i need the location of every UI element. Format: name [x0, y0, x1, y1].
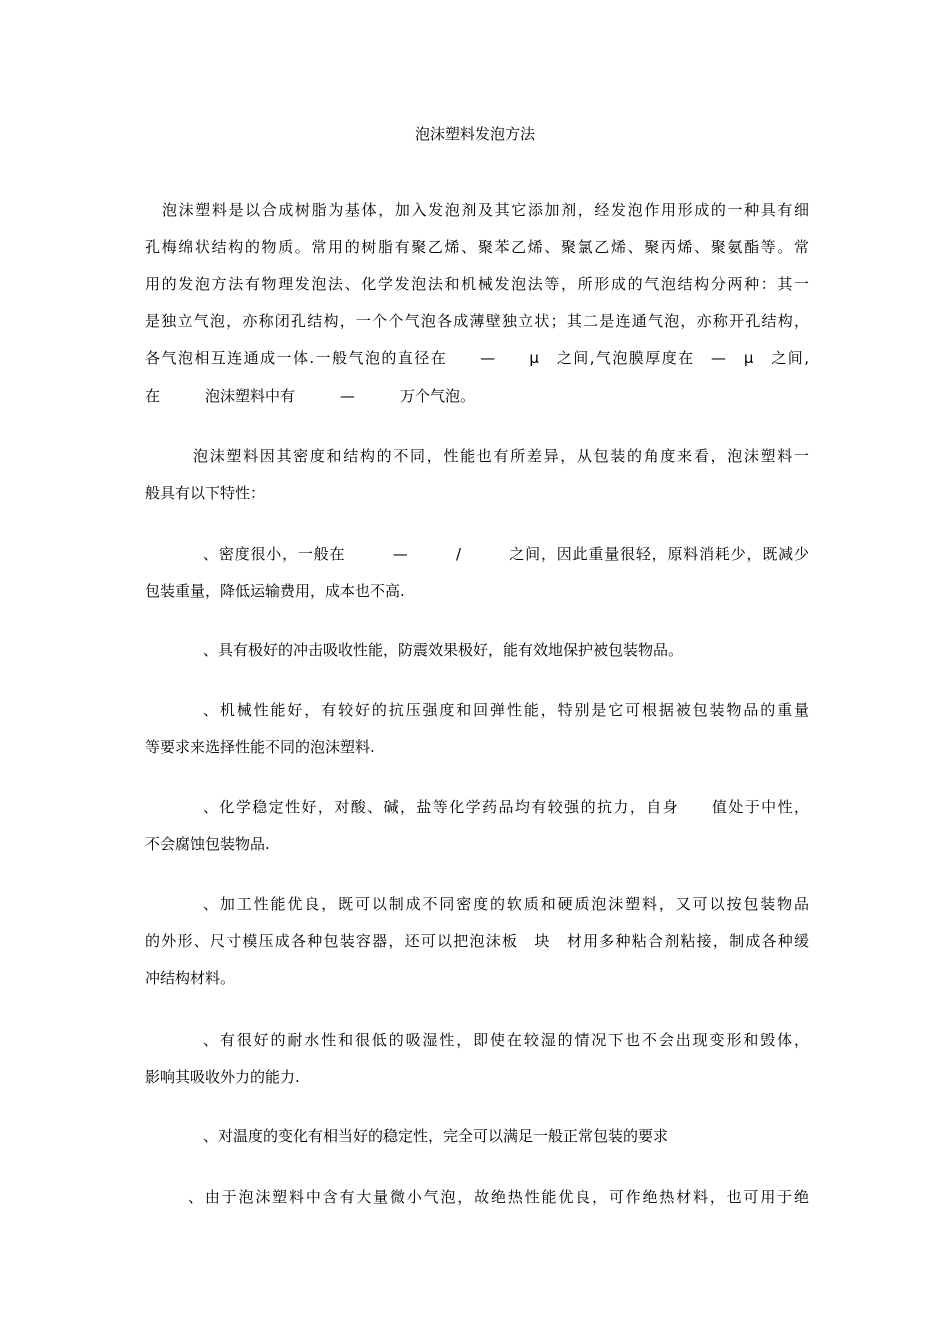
- lead-line-2: 般具有以下特性：: [145, 484, 266, 502]
- intro-line-2: 孔梅绵状结构的物质。常用的树脂有聚乙烯、聚苯乙烯、聚氯乙烯、聚丙烯、聚氨酯等。常: [145, 238, 809, 256]
- intro-line-1: 泡沫塑料是以合成树脂为基体，加入发泡剂及其它添加剂，经发泡作用形成的一种具有细: [162, 201, 809, 219]
- item-3-line-2: 等要求来选择性能不同的泡沫塑料.: [145, 738, 375, 756]
- item-1-line-1: 、密度很小，一般在 — / 之间，因此重量很轻，原料消耗少，既减少: [203, 545, 809, 563]
- item-5-line-3: 冲结构材料。: [145, 969, 236, 987]
- item-6-line-1: 、有很好的耐水性和很低的吸湿性，即使在较湿的情况下也不会出现变形和毁体，: [203, 1031, 809, 1049]
- item-1-line-2: 包装重量，降低运输费用，成本也不高.: [145, 582, 405, 600]
- item-4-line-1: 、化学稳定性好，对酸、碱，盐等化学药品均有较强的抗力，自身 值处于中性，: [203, 798, 809, 816]
- item-5-line-2: 的外形、尺寸模压成各种包装容器，还可以把泡沫板 块 材用多种粘合剂粘接，制成各种缓: [145, 932, 809, 950]
- item-7-line-1: 、对温度的变化有相当好的稳定性，完全可以满足一般正常包装的要求: [203, 1127, 669, 1145]
- intro-line-5: 各气泡相互连通成一体.一般气泡的直径在 — μ 之间,气泡膜厚度在 — μ 之间,: [145, 349, 809, 367]
- item-3-line-1: 、机械性能好，有较好的抗压强度和回弹性能，特别是它可根据被包装物品的重量: [203, 701, 809, 719]
- item-8-line-1: 、由于泡沫塑料中含有大量微小气泡，故绝热性能优良，可作绝热材料，也可用于绝: [188, 1188, 809, 1206]
- intro-line-6: 在 泡沫塑料中有 — 万个气泡。: [145, 387, 476, 405]
- item-2-line-1: 、具有极好的冲击吸收性能，防震效果极好，能有效地保护被包装物品。: [203, 641, 684, 659]
- item-4-line-2: 不会腐蚀包装物品.: [145, 835, 270, 853]
- item-6-line-2: 影响其吸收外力的能力.: [145, 1068, 300, 1086]
- page-title: 泡沫塑料发泡方法: [414, 125, 535, 143]
- lead-line-1: 泡沫塑料因其密度和结构的不同，性能也有所差异，从包装的角度来看，泡沫塑料一: [193, 447, 809, 465]
- item-5-line-1: 、加工性能优良，既可以制成不同密度的软质和硬质泡沫塑料，又可以按包装物品: [203, 895, 809, 913]
- intro-line-4: 是独立气泡，亦称闭孔结构，一个个气泡各成薄壁独立状；其二是连通气泡，亦称开孔结构，: [145, 312, 809, 330]
- intro-line-3: 用的发泡方法有物理发泡法、化学发泡法和机械发泡法等，所形成的气泡结构分两种：其一: [145, 275, 809, 293]
